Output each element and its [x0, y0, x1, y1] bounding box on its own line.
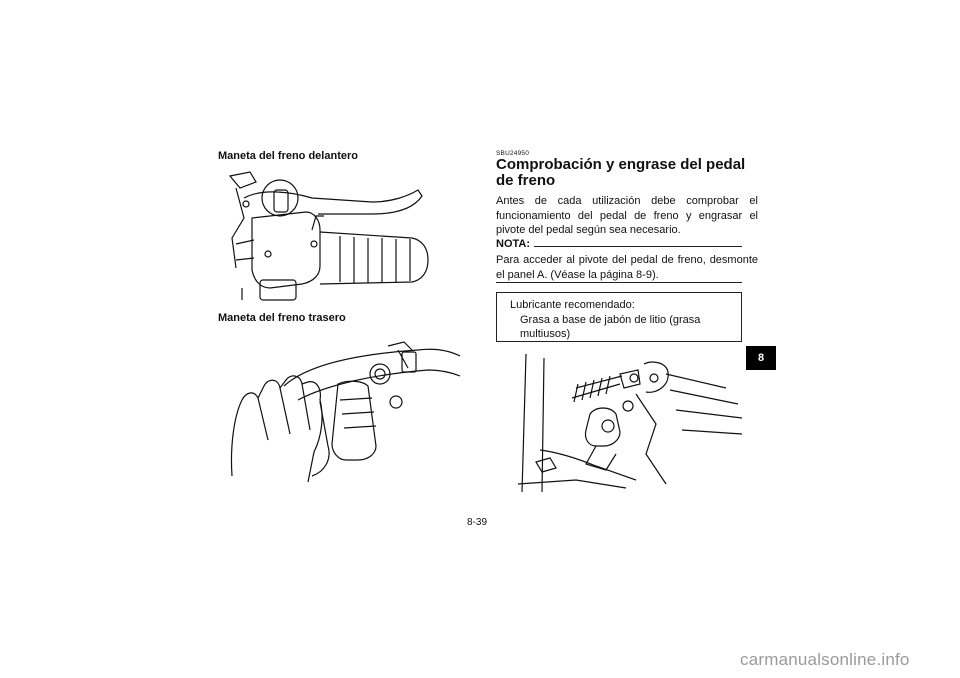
recommended-lubricant-box [496, 292, 742, 342]
lubricant-value: Grasa a base de jabón de litio (grasa multiusos) [520, 313, 701, 340]
brake-pedal-illustration [516, 354, 742, 494]
front-brake-lever-illustration [222, 168, 440, 304]
chapter-tab: 8 [746, 346, 776, 370]
section-code: SBU24950 [496, 150, 530, 157]
watermark: carmanualsonline.info [740, 650, 910, 669]
rear-brake-lever-caption: Maneta del freno trasero [218, 312, 346, 324]
note-rule-top [534, 246, 742, 247]
lubricant-label: Lubricante recomendado: [510, 299, 635, 311]
note-text: Para acceder al pivote del pedal de freno, desmonte el panel A. (Véase la página 8-9). [496, 254, 758, 281]
note-rule-bottom [496, 282, 742, 283]
note-label: NOTA: [496, 238, 531, 250]
page-number: 8-39 [467, 517, 488, 528]
front-brake-lever-caption: Maneta del freno delantero [218, 150, 358, 162]
body-paragraph: Antes de cada utilización debe comprobar el funcionamiento del pedal de freno y engrasar el pivote del pedal según sea necesario. [496, 195, 758, 236]
rear-brake-lever-illustration [228, 336, 464, 486]
section-heading: Comprobación y engrase del pedal de freno [496, 156, 746, 189]
